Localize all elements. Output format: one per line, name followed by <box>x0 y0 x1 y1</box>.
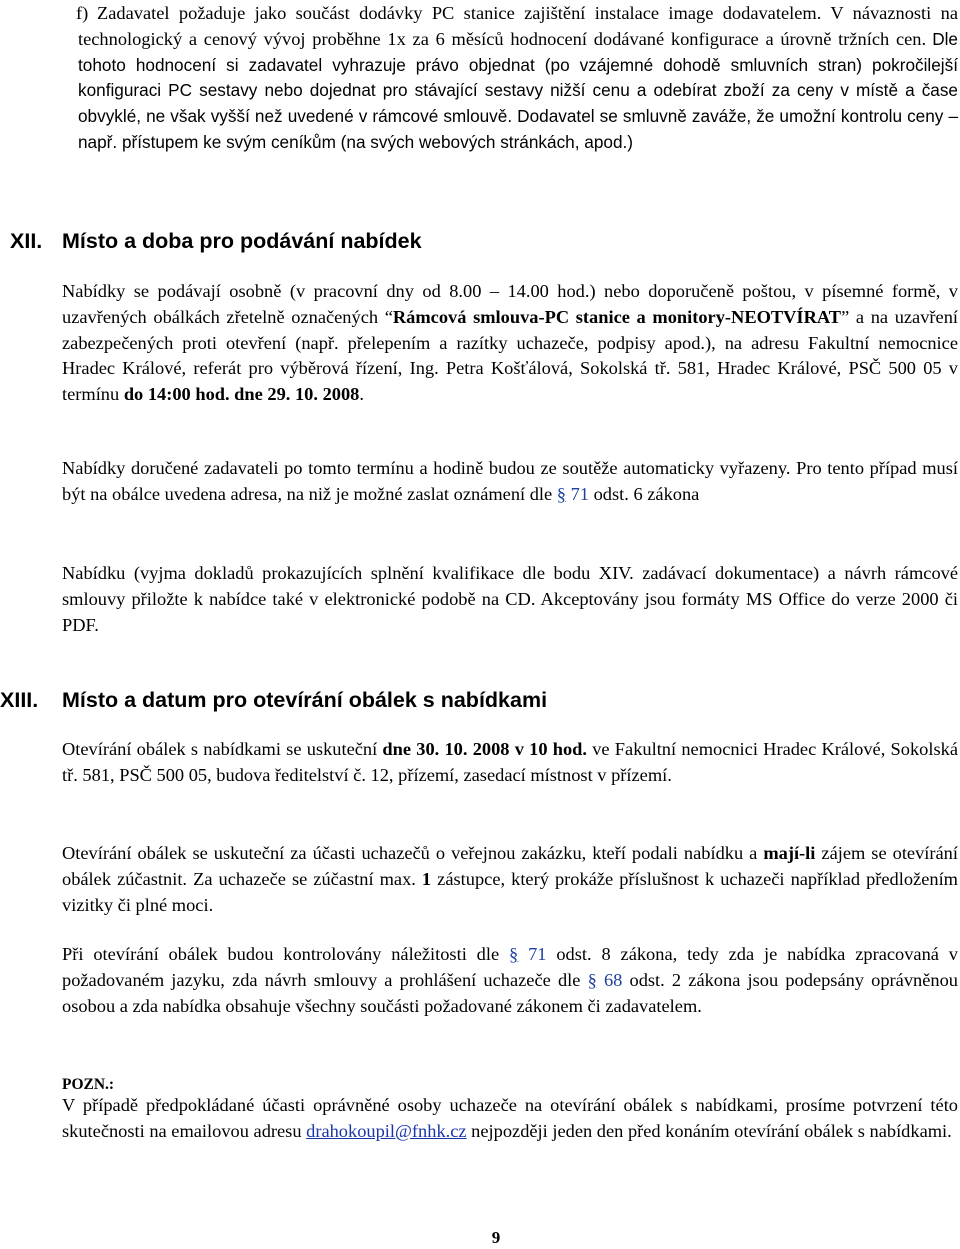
bold-text: 1 <box>421 868 432 889</box>
text-run: odst. 8 zákona, tedy zda je nabídka zpracovaná v požadovaném jazyku, zda návrh smlouvy a prohlášení uchazeče dle <box>62 944 958 990</box>
note-label-text: POZN.: <box>62 1076 115 1093</box>
text-run: a na uzavření zabezpečených proti otevření (např. přelepením a razítky uchazeče, podpisy apod.), na adresu Fakultní nemocnice Hradec Králové, referát pro výběrová řízení, Ing. Petra Košťálová, Sokolská tř. 581, Hradec Králové, PSČ 500 05 v termínu <box>62 306 959 405</box>
section-xiii-title: Místo a datum pro otevírání obálek s nabídkami <box>62 688 548 712</box>
text-run: nejpozději jeden den před konáním otevírání obálek s nabídkami. <box>466 1120 952 1141</box>
law-reference-71[interactable] <box>509 944 546 964</box>
text-run: Otevírání obálek se uskuteční za účasti uchazečů o veřejnou zakázku, kteří podali nabídku a <box>62 843 764 863</box>
quote-mark: ” <box>841 306 850 327</box>
item-f-label: f) <box>76 3 89 23</box>
section-xiii-paragraph-2 <box>62 841 958 918</box>
note-paragraph <box>62 1093 958 1145</box>
bold-text: mají-li <box>763 843 816 863</box>
text-run: V případě předpokládané účasti oprávněné osoby uchazeče na otevírání obálek s nabídkami, prosíme potvrzení této skutečnosti na emailovou adresu <box>62 1095 958 1141</box>
envelope-marking: Rámcová smlouva-PC stanice a monitory-NEOTVÍRAT <box>392 306 842 327</box>
text-run: Nabídky doručené zadavateli po tomto termínu a hodině budou ze soutěže automaticky vyřazeny. Pro tento případ musí být na obálce uvedena adresa, na niž je možné zaslat oznámení dle <box>62 458 958 504</box>
item-f-text-b: Dle tohoto hodnocení si zadavatel vyhrazuje právo objednat (po vzájemné dohodě smluvních stran) pokročilejší konfiguraci PC sestavy nebo dojednat pro stávající sestavy nižší cenu a odebírat zboží za ceny v místě a čase obvyklé, ne však vyšší než uvedené v rámcové smlouvě. Dodavatel se smluvně zaváže, že umožní kontrolu ceny – např. přístupem ke svým ceníkům (na svých webových stránkách, apod.) <box>78 28 958 152</box>
section-xii-paragraph-2 <box>62 456 958 508</box>
email-link[interactable]: drahokoupil@fnhk.cz <box>306 1120 467 1141</box>
item-f-paragraph <box>64 1 958 156</box>
page-number: 9 <box>491 1228 501 1247</box>
section-xii-heading <box>0 229 960 259</box>
section-sign: § <box>556 483 566 504</box>
item-f-text-a: Zadavatel požaduje jako součást dodávky PC stanice zajištění instalace image dodavatelem. V návaznosti na technologický a cenový vývoj proběhne 1x za 6 měsíců hodnocení dodávané konfigurace a úrovně tržních cen. <box>78 3 958 49</box>
section-xiii-number: XIII. <box>0 688 39 712</box>
reference-number: 68 <box>603 969 623 990</box>
section-xii-number: XII. <box>10 229 43 253</box>
text-run: ve Fakultní nemocnici Hradec Králové, Sokolská tř. 581, PSČ 500 05, budova ředitelství č. 12, přízemí, zasedací místnost v přízemí. <box>62 739 958 785</box>
reference-number: 71 <box>528 944 547 964</box>
text-run: odst. 2 zákona jsou podepsány oprávněnou osobou a zda nabídka obsahuje všechny součásti požadované zákonem či zadavatelem. <box>62 969 958 1016</box>
text-run: Nabídku (vyjma dokladů prokazujících splnění kvalifikace dle bodu XIV. zadávací dokumentace) a návrh rámcové smlouvy přiložte k nabídce také v elektronické podobě na CD. Akceptovány jsou formáty MS Office do verze 2000 či PDF. <box>62 563 958 635</box>
law-reference-71[interactable] <box>557 484 589 504</box>
text-run: odst. 6 zákona <box>589 483 700 504</box>
section-sign: § <box>587 969 597 990</box>
section-xii-title: Místo a doba pro podávání nabídek <box>62 229 422 253</box>
text-run: Při otevírání obálek budou kontrolovány náležitosti dle <box>62 944 510 964</box>
submission-deadline: do 14:00 hod. dne 29. 10. 2008 <box>123 384 360 405</box>
quote-mark: “ <box>384 306 393 327</box>
text-run: Nabídky se podávají osobně (v pracovní dny od 8.00 – 14.00 hod.) nebo doporučeně poštou, v písemné formě, v uzavřených obálkách zřetelně označených <box>62 281 958 327</box>
reference-number: 71 <box>570 483 589 504</box>
section-sign: § <box>509 944 519 964</box>
text-run: zástupce, který prokáže příslušnost k uchazeči například předložením vizitky či plné moci. <box>62 868 958 915</box>
section-xiii-paragraph-1 <box>62 737 958 789</box>
text-run: . <box>359 384 364 405</box>
law-reference-68[interactable] <box>588 970 623 990</box>
text-run: zájem se otevírání obálek zúčastnit. Za uchazeče se zúčastní max. <box>62 843 958 889</box>
opening-date: dne 30. 10. 2008 v 10 hod. <box>382 739 587 759</box>
section-xiii-paragraph-3 <box>62 942 958 1019</box>
section-xii-paragraph-1 <box>62 279 958 408</box>
text-run: Otevírání obálek s nabídkami se uskuteční <box>62 739 383 759</box>
section-xii-paragraph-3 <box>62 561 958 638</box>
section-xiii-heading <box>0 688 960 718</box>
